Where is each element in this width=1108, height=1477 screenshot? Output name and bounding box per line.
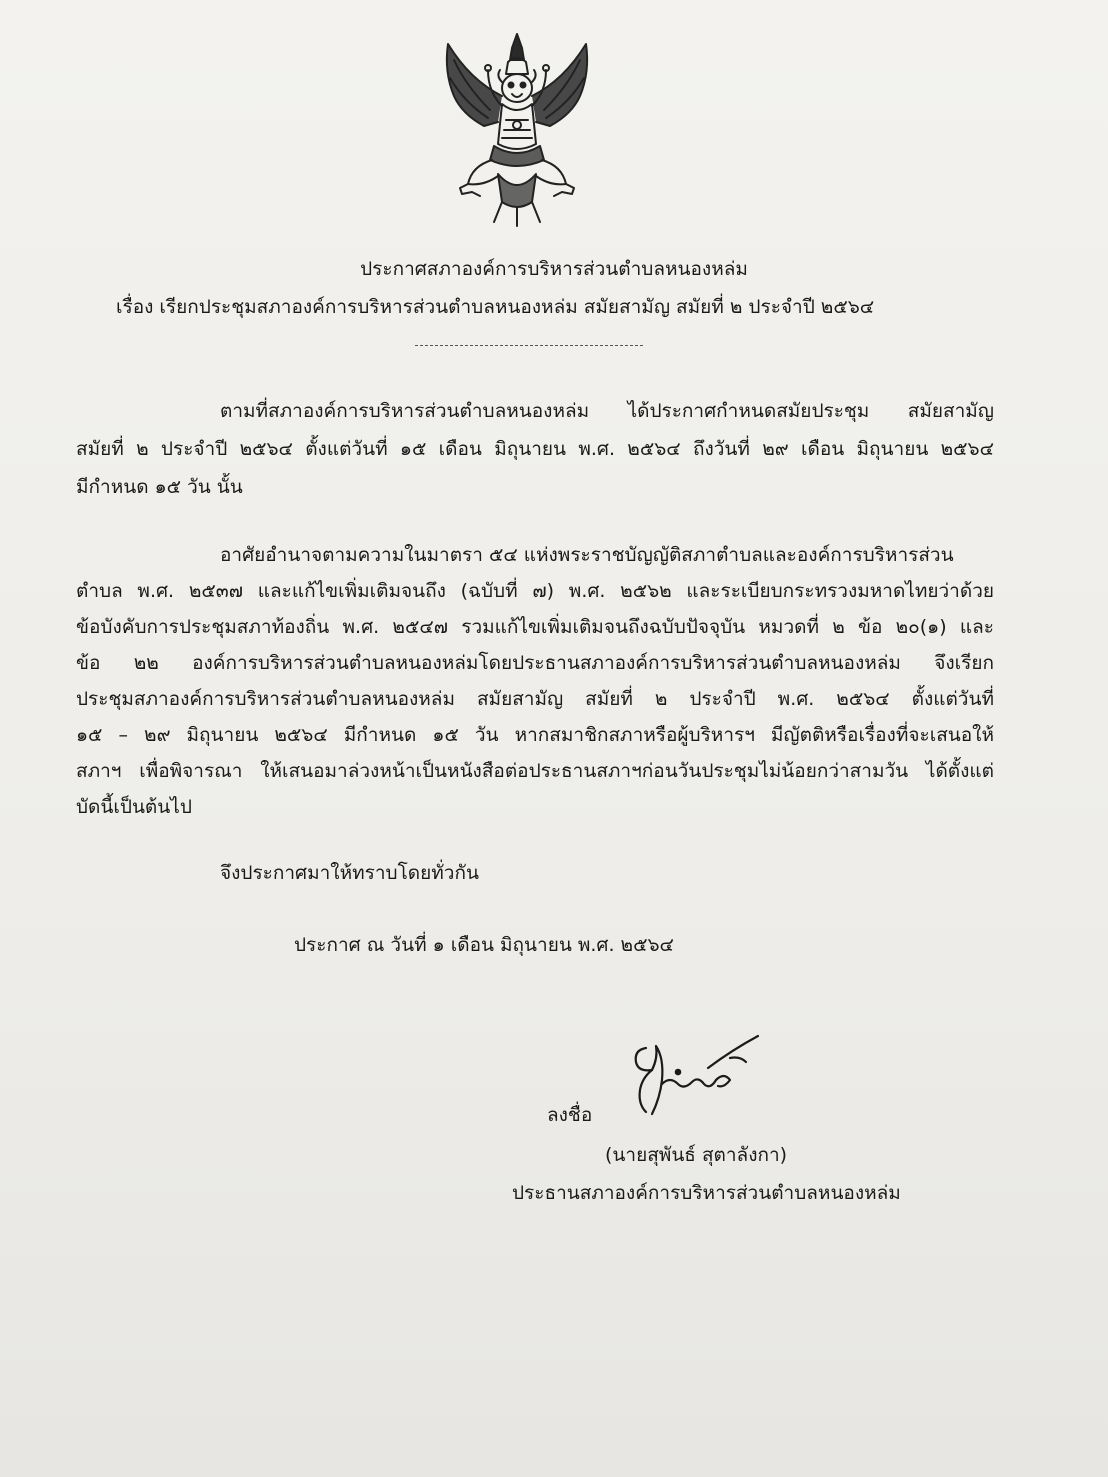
garuda-emblem-icon <box>432 26 602 230</box>
para1-line-2: สมัยที่ ๒ ประจำปี ๒๕๖๔ ตั้งแต่วันที่ ๑๕ เดือน มิถุนายน พ.ศ. ๒๕๖๔ ถึงวันที่ ๒๙ เดือน มิถุนายน ๒๕๖๔ <box>76 438 994 460</box>
document-subject: เรื่อง เรียกประชุมสภาองค์การบริหารส่วนตำบลหนองหล่ม สมัยสามัญ สมัยที่ ๒ ประจำปี ๒๕๖๔ <box>116 296 875 318</box>
sign-label: ลงชื่อ <box>547 1104 593 1126</box>
handwritten-signature-icon <box>612 1028 772 1128</box>
para1-line-3: มีกำหนด ๑๕ วัน นั้น <box>76 476 243 498</box>
para2-line-4: ข้อ ๒๒ องค์การบริหารส่วนตำบลหนองหล่มโดยประธานสภาองค์การบริหารส่วนตำบลหนองหล่ม จึงเรียก <box>76 652 994 674</box>
signatory-name: (นายสุพันธ์ สุตาลังกา) <box>605 1144 788 1166</box>
announcement-date: ประกาศ ณ วันที่ ๑ เดือน มิถุนายน พ.ศ. ๒๕๖๔ <box>294 934 674 956</box>
signatory-position: ประธานสภาองค์การบริหารส่วนตำบลหนองหล่ม <box>512 1182 901 1204</box>
para2-line-6: ๑๕ – ๒๙ มิถุนายน ๒๕๖๔ มีกำหนด ๑๕ วัน หากสมาชิกสภาหรือผู้บริหารฯ มีญัตติหรือเรื่องที่จะเสนอให้ <box>76 724 994 746</box>
para2-line-8: บัดนี้เป็นต้นไป <box>76 796 192 818</box>
closing-line: จึงประกาศมาให้ทราบโดยทั่วกัน <box>220 862 479 884</box>
document-title: ประกาศสภาองค์การบริหารส่วนตำบลหนองหล่ม <box>360 258 748 280</box>
para1-line-1: ตามที่สภาองค์การบริหารส่วนตำบลหนองหล่ม ได้ประกาศกำหนดสมัยประชุม สมัยสามัญ <box>220 400 994 422</box>
para2-line-7: สภาฯ เพื่อพิจารณา ให้เสนอมาล่วงหน้าเป็นหนังสือต่อประธานสภาฯก่อนวันประชุมไม่น้อยกว่าสามวัน ได้ตั้งแต่ <box>76 760 994 782</box>
para2-line-3: ข้อบังคับการประชุมสภาท้องถิ่น พ.ศ. ๒๕๔๗ รวมแก้ไขเพิ่มเติมจนถึงฉบับปัจจุบัน หมวดที่ ๒ ข้อ ๒๐(๑) และ <box>76 616 994 638</box>
title-divider <box>415 345 643 346</box>
para2-line-5: ประชุมสภาองค์การบริหารส่วนตำบลหนองหล่ม สมัยสามัญ สมัยที่ ๒ ประจำปี พ.ศ. ๒๕๖๔ ตั้งแต่วันที่ <box>76 688 994 710</box>
para2-line-2: ตำบล พ.ศ. ๒๕๓๗ และแก้ไขเพิ่มเติมจนถึง (ฉบับที่ ๗) พ.ศ. ๒๕๖๒ และระเบียบกระทรวงมหาดไทยว่าด้วย <box>76 580 994 602</box>
para2-line-1: อาศัยอำนาจตามความในมาตรา ๕๔ แห่งพระราชบัญญัติสภาตำบลและองค์การบริหารส่วน <box>220 544 954 566</box>
